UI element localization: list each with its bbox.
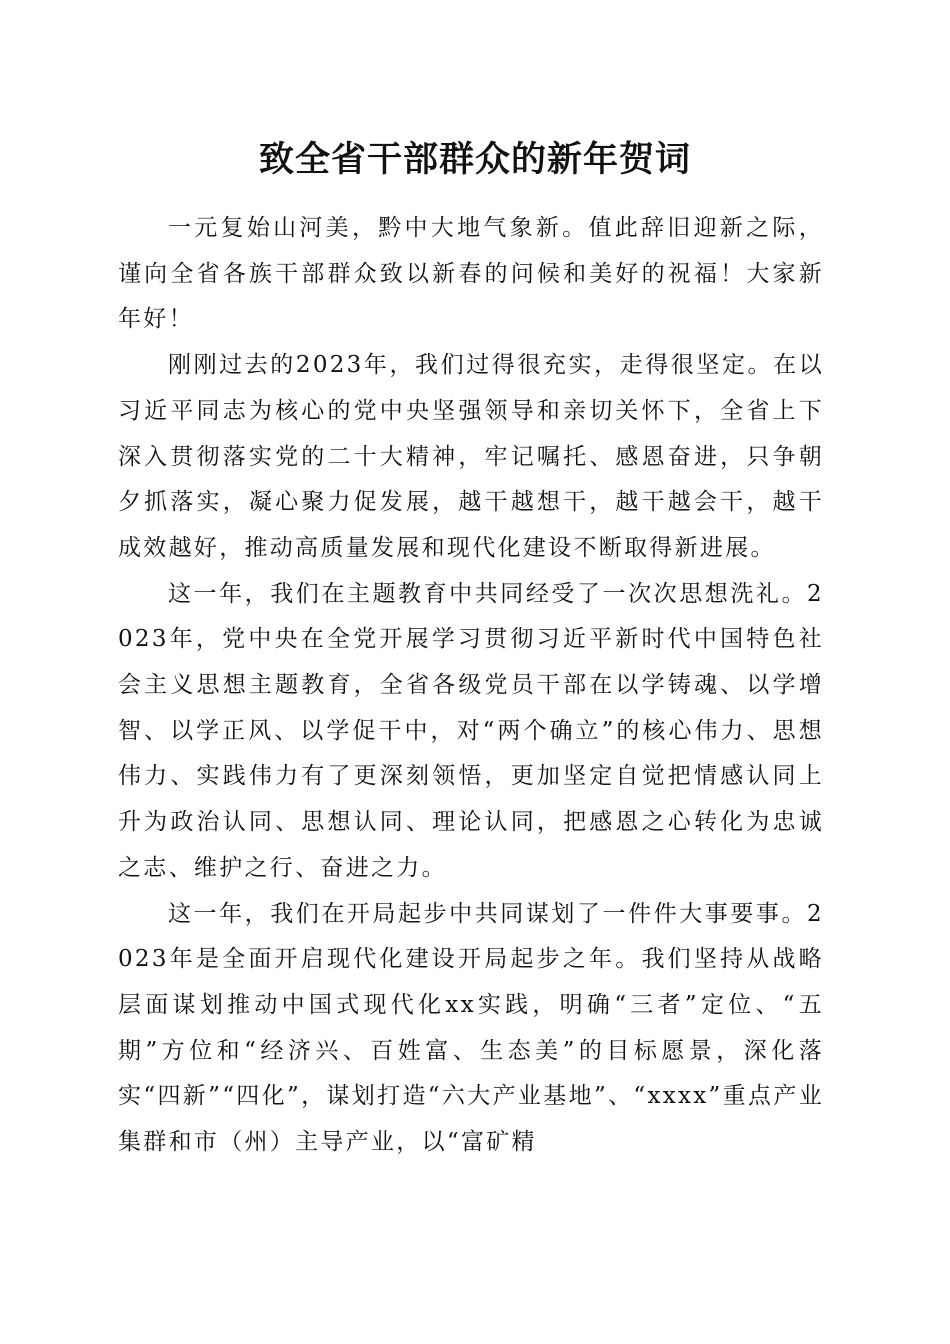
document-body — [118, 206, 824, 1166]
paragraph-opening-start: 这一年，我们在开局起步中共同谋划了一件件大事要事。2023年是全面开启现代化建设开局起步之年。我们坚持从战略层面谋划推动中国式现代化xx实践，明确“三者”定位、“五期”方位和“经济兴、百姓富、生态美”的目标愿景，深化落实“四新”“四化”，谋划打造“六大产业基地”、“xxxx”重点产业集群和市（州）主导产业，以“富矿精 — [118, 900, 824, 1156]
paragraph-review-2023: 刚刚过去的2023年，我们过得很充实，走得很坚定。在以习近平同志为核心的党中央坚强领导和亲切关怀下，全省上下深入贯彻落实党的二十大精神，牢记嘱托、感恩奋进，只争朝夕抓落实，凝心聚力促发展，越干越想干，越干越会干，越干成效越好，推动高质量发展和现代化建设不断取得新进展。 — [118, 352, 824, 561]
paragraph-greeting: 一元复始山河美，黔中大地气象新。值此辞旧迎新之际，谨向全省各族干部群众致以新春的问候和美好的祝福！大家新年好！ — [118, 215, 824, 333]
paragraph-theme-education: 这一年，我们在主题教育中共同经受了一次次思想洗礼。2023年，党中央在全党开展学习贯彻习近平新时代中国特色社会主义思想主题教育，全省各级党员干部在以学铸魂、以学增智、以学正风、以学促干中，对“两个确立”的核心伟力、思想伟力、实践伟力有了更深刻领悟，更加坚定自觉把情感认同上升为政治认同、思想认同、理论认同，把感恩之心转化为忠诚之志、维护之行、奋进之力。 — [118, 580, 824, 881]
document-title: 致全省干部群众的新年贺词 — [258, 139, 691, 180]
